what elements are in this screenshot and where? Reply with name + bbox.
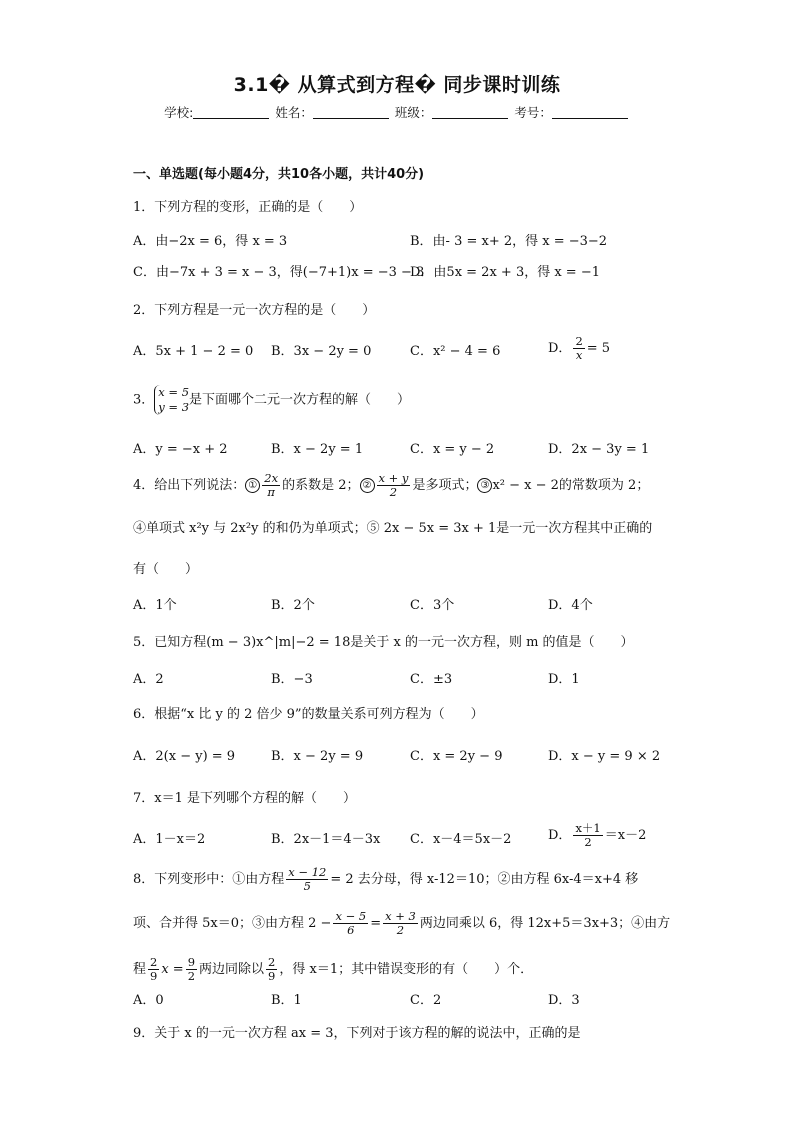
q3-option-b[interactable]: B．x − 2y = 1 (271, 442, 364, 457)
question-8-line-3 (133, 956, 533, 983)
exam-no-blank[interactable] (552, 106, 628, 119)
question-8-line-2 (133, 910, 670, 937)
q8-f3-den: 2 (396, 923, 405, 937)
student-info-row (0, 103, 794, 121)
q4-f1-den: π (267, 485, 275, 499)
q6-option-a[interactable]: A．2(x − y) = 9 (133, 749, 236, 764)
q2-d-prefix: D． (548, 341, 572, 356)
q4-circle-1: ① (245, 478, 260, 493)
q4-text-2: 是多项式； (412, 478, 478, 493)
q8-fraction-3 (383, 910, 418, 937)
exam-no-label: 考号： (514, 105, 552, 120)
q3-option-c[interactable]: C．x = y − 2 (410, 442, 495, 457)
question-4-line-3: 有（ ） (133, 562, 199, 577)
q8-text-1: = 2 去分母，得 x-12＝10；②由方程 6x-4＝x+4 移 (330, 872, 639, 887)
q4-f2-num: x + y (378, 471, 409, 485)
q4-fraction-2 (377, 472, 411, 499)
name-label: 姓名： (275, 105, 313, 120)
q4-option-c[interactable]: C．3个 (410, 598, 455, 613)
school-label: 学校: (164, 105, 194, 120)
q8-text-3b: x = (161, 962, 184, 977)
question-4-line-2: ④单项式 x²y 与 2x²y 的和仍为单项式；⑤ 2x − 5x = 3x + 1是一元一次方程其中正确的 (133, 521, 653, 536)
school-blank[interactable] (193, 106, 269, 119)
q8-fraction-4 (148, 956, 159, 983)
q8-option-d[interactable]: D．3 (548, 993, 580, 1008)
q8-f4-num: 2 (150, 955, 158, 969)
q6-option-c[interactable]: C．x = 2y − 9 (410, 749, 503, 764)
q4-text-1: 的系数是 2； (282, 478, 360, 493)
q8-f3-num: x + 3 (385, 909, 416, 923)
q2-option-a[interactable]: A．5x + 1 − 2 = 0 (133, 344, 254, 359)
q4-f2-den: 2 (389, 485, 398, 499)
q4-circle-3: ③ (477, 478, 492, 493)
q8-f5-num: 9 (187, 955, 196, 969)
q2-d-fraction (573, 335, 584, 362)
q4-f1-num: 2x (264, 471, 279, 485)
q3-system-line-1: x = 5 (158, 385, 190, 399)
class-label: 班级： (394, 105, 433, 120)
q3-prefix: 3． (133, 392, 155, 408)
q2-d-suffix: = 5 (586, 341, 611, 356)
q8-fraction-2 (333, 910, 368, 937)
question-8-line-1 (133, 866, 638, 893)
section-heading: 一、单选题(每小题4分，共10各小题，共计40分) (133, 167, 425, 182)
question-9-stem: 9．关于 x 的一元一次方程 ax = 3，下列对于该方程的解的说法中，正确的是 (133, 1026, 581, 1041)
q7-d-fraction (573, 822, 602, 849)
q8-fraction-1 (286, 866, 328, 893)
q4-text-3: x² − x − 2的常数项为 2； (492, 478, 650, 493)
q1-option-d[interactable]: D．由5x = 2x + 3，得 x = −1 (410, 265, 600, 280)
question-1-stem: 1．下列方程的变形，正确的是（ ） (133, 200, 363, 215)
q4-fraction-1 (262, 472, 280, 499)
q8-f2-num: x − 5 (335, 909, 367, 923)
q5-option-b[interactable]: B．−3 (271, 672, 313, 687)
page-title: 3.1� 从算式到方程� 同步课时训练 (233, 74, 561, 96)
q8-text-2b: 两边同乘以 6，得 12x+5＝3x+3；④由方 (419, 916, 671, 931)
q2-option-b[interactable]: B．3x − 2y = 0 (271, 344, 372, 359)
q8-f5-den: 2 (187, 969, 196, 983)
q8-text-2a: 项、合并得 5x＝0；③由方程 2 − (133, 916, 332, 931)
q5-option-c[interactable]: C．±3 (410, 672, 453, 687)
q8-f4-den: 9 (150, 969, 158, 983)
q2-option-c[interactable]: C．x² − 4 = 6 (410, 344, 501, 359)
q3-stem-text: 是下面哪个二元一次方程的解（ ） (189, 392, 411, 408)
question-5-stem: 5．已知方程(m − 3)x^|m|−2 = 18是关于 x 的一元一次方程，则 m 的值是（ ） (133, 635, 634, 650)
q2-d-num: 2 (575, 334, 583, 348)
q8-f2-den: 6 (347, 923, 355, 937)
question-6-stem: 6．根据“x 比 y 的 2 倍少 9”的数量关系可列方程为（ ） (133, 707, 484, 722)
q1-option-a[interactable]: A．由−2x = 6，得 x = 3 (133, 234, 288, 249)
q2-d-den: x (575, 348, 583, 362)
q6-option-d[interactable]: D．x − y = 9 × 2 (548, 749, 661, 764)
q8-f1-den: 5 (303, 879, 311, 893)
q3-system-line-2: y = 3 (158, 400, 190, 414)
q7-option-b[interactable]: B．2x－1＝4－3x (271, 832, 381, 847)
q8-fraction-6 (266, 956, 277, 983)
q4-option-a[interactable]: A．1个 (133, 598, 177, 613)
q7-d-prefix: D． (548, 828, 572, 843)
class-blank[interactable] (432, 106, 508, 119)
q4-prefix: 4．给出下列说法： (133, 478, 246, 493)
q4-option-b[interactable]: B．2个 (271, 598, 315, 613)
q8-text-3d: ，得 x＝1；其中错误变形的有（ ）个． (279, 962, 534, 977)
q2-option-d[interactable] (548, 335, 610, 362)
question-7-stem: 7．x＝1 是下列哪个方程的解（ ） (133, 791, 357, 806)
q8-f6-den: 9 (268, 969, 276, 983)
q7-d-suffix: ＝x－2 (604, 828, 647, 843)
q7-option-c[interactable]: C．x－4＝5x－2 (410, 832, 512, 847)
q4-option-d[interactable]: D．4个 (548, 598, 593, 613)
q3-equation-system (154, 385, 189, 415)
question-2-stem: 2．下列方程是一元一次方程的是（ ） (133, 303, 376, 318)
q5-option-d[interactable]: D．1 (548, 672, 580, 687)
q4-circle-2: ② (360, 478, 375, 493)
q8-text-3c: 两边同除以 (199, 962, 265, 977)
q8-equals: = (370, 916, 382, 931)
q3-option-d[interactable]: D．2x − 3y = 1 (548, 442, 650, 457)
question-4-line-1 (133, 472, 649, 499)
q7-d-num: x＋1 (575, 821, 601, 835)
q7-d-den: 2 (584, 835, 592, 849)
q8-prefix: 8．下列变形中：①由方程 (133, 872, 285, 887)
q8-option-b[interactable]: B．1 (271, 993, 302, 1008)
q1-option-c[interactable]: C．由−7x + 3 = x − 3，得(−7+1)x = −3 − 3 (133, 265, 425, 280)
q8-f6-num: 2 (268, 955, 276, 969)
q8-option-c[interactable]: C．2 (410, 993, 442, 1008)
q3-option-a[interactable]: A．y = −x + 2 (133, 442, 228, 457)
q8-f1-num: x − 12 (288, 865, 327, 879)
q7-option-d[interactable] (548, 822, 646, 849)
q8-text-3a: 程 (133, 962, 147, 977)
q8-fraction-5 (186, 956, 197, 983)
q8-option-a[interactable]: A．0 (133, 993, 164, 1008)
q5-option-a[interactable]: A．2 (133, 672, 164, 687)
q7-option-a[interactable]: A．1－x＝2 (133, 832, 206, 847)
name-blank[interactable] (313, 106, 389, 119)
question-3-stem (133, 385, 410, 415)
q6-option-b[interactable]: B．x − 2y = 9 (271, 749, 364, 764)
q1-option-b[interactable]: B．由- 3 = x+ 2，得 x = −3−2 (410, 234, 608, 249)
